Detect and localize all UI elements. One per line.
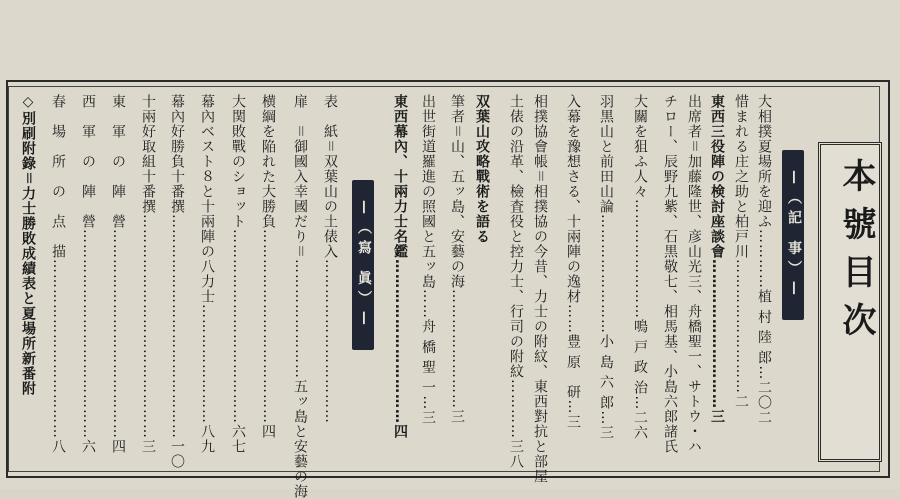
toc-line: 筆者＝山、五ッ島、安藝の海……………………三 [449, 94, 465, 424]
inner-frame [8, 86, 880, 472]
toc-line: 入幕を豫想さる、十兩陣の逸材……豊 原 研…三 [565, 94, 581, 430]
toc-line: 大関敗戰のショット…………………………………六七 [230, 94, 246, 454]
toc-line: 大關を狙ふ人々……………………鳴 戸 政 治…二六 [632, 94, 648, 441]
toc-line: 東西幕內、十兩力士名鑑……………………………四 [392, 94, 408, 439]
toc-line: 幕內ベスト８と十兩陣の八力士……………………八九 [199, 94, 215, 454]
section-kiji-label: —（記 事）— [782, 150, 804, 320]
toc-line: 東西三役陣の検討座談會…………………………三 [709, 94, 725, 424]
toc-line: 惜まれる庄之助と柏戸川………………………二 [733, 94, 749, 409]
toc-line: 西 軍 の 陣 營……………………………………六 [80, 94, 96, 454]
toc-line: 羽黒山と前田山論……………………小 島 六 郎…三 [598, 94, 614, 441]
toc-line: 相撲協會帳＝相撲協の今昔、力士の附紋、東西對抗と部屋 [532, 94, 548, 484]
toc-line: ◇別刷附錄＝力士勝敗成績表と夏場所新番附 [20, 94, 36, 396]
toc-line: 双葉山攻略戰術を語る [474, 94, 490, 244]
toc-line: 表 紙＝双葉山の土俵入…………………………… [322, 94, 338, 424]
toc-line: 出席者＝加藤隆世、彦山光三、舟橋聖一、サトウ・ハ [686, 94, 702, 454]
toc-line: 東 軍 の 陣 營……………………………………四 [110, 94, 126, 454]
toc-line: 扉 ＝御國入幸國だり＝……………………五ッ島と安藝の海 [292, 94, 308, 499]
toc-line: 土俵の沿革、檢査役と控力士、行司の附紋…………三八 [508, 94, 524, 469]
toc-line: 春 場 所 の 点 描………………………………八 [50, 94, 66, 454]
toc-line: 十兩好取組十番撰………………………………………三 [140, 94, 156, 454]
toc-line: チロー、辰野九紫、石黒敬七、相馬基、小島六郎諸氏 [662, 94, 678, 454]
toc-line: 出世街道羅進の照國と五ッ島……舟 橋 聖 一…三 [420, 94, 436, 426]
page-title: 本號目次 [836, 158, 876, 350]
section-shashin-label: —（寫 眞）— [352, 180, 374, 350]
toc-line: 大相撲夏場所を迎ふ…………植 村 陸 郎…二〇二 [756, 94, 772, 426]
toc-line: 横綱を陥れた大勝負…………………………………四 [260, 94, 276, 439]
toc-line: 幕內好勝負十番撰………………………………………一〇 [169, 94, 185, 469]
